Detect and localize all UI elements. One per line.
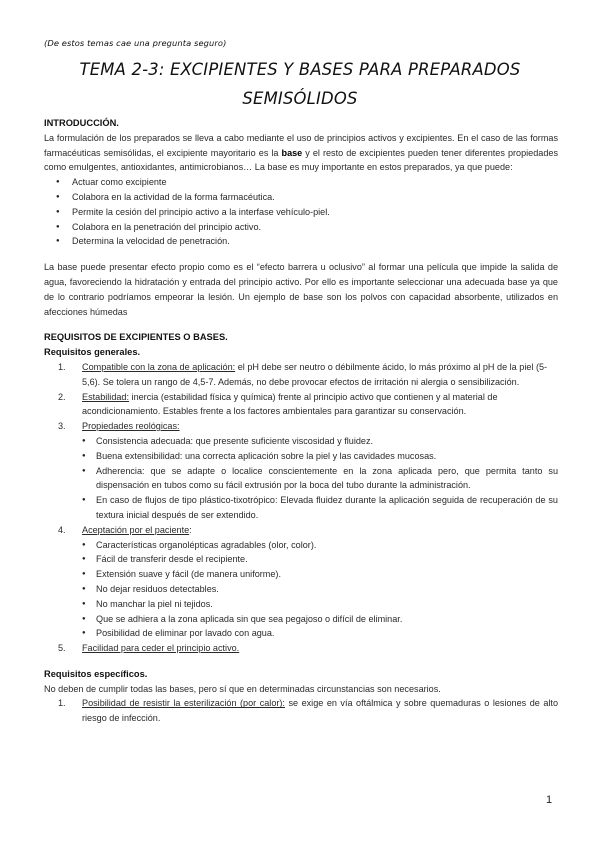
intro-bold-base: base <box>281 147 303 158</box>
page-number: 1 <box>546 794 553 806</box>
list-item: ● Posibilidad de eliminar por lavado con agua. <box>82 626 558 641</box>
intro-heading: INTRODUCCIÓN. <box>44 118 119 128</box>
intro-paragraph-2: La base puede presentar efecto propio como es el “efecto barrera u oclusivo” al formar una película que impide la salida de agua, favoreciendo la hidratación y entrada del principio activo. Por ello es importante seleccionar una adecuada base ya que de lo contrario podríamos empeorar la lesión. Un ejemplo de base son los polvos con capacidad absorbente, utilizados en afecciones húmedas <box>44 262 558 317</box>
handwritten-note: (De estos temas cae una pregunta seguro) <box>44 38 227 48</box>
list-item: ● Colabora en la actividad de la forma farmacéutica. <box>56 190 558 205</box>
list-item: ● No dejar residuos detectables. <box>82 582 558 597</box>
document-body <box>44 116 558 726</box>
requisitos-especificos-heading: Requisitos específicos. <box>44 668 148 679</box>
list-item: ● Determina la velocidad de penetración. <box>56 234 558 249</box>
list-item: 1. Compatible con la zona de aplicación: el pH debe ser neutro o débilmente ácido, lo más próximo al pH de la piel (5-5,6). Se tolera un rango de 4,5-7. Además, no debe provocar efectos de irritación ni alergia o sensibilización. <box>58 361 548 387</box>
list-item: 4. Aceptación por el paciente: ● Características organolépticas agradables (olor, color). ● Fácil de transferir desde el recipiente. ● Extensión suave y fácil (de manera uniforme). ● No dejar residuos detectables. ● No manchar la piel ni tejidos. ● Que se adhiera a la zona aplicada sin que sea pegajoso o difícil de eliminar. ● Posibilidad de eliminar por lavado con agua. <box>44 523 558 641</box>
intro-text-a: La formulación de los preparados se lleva a cabo mediante el uso de principios activos y excipientes. En el caso de las formas farmacéuticas semisólidas, el excipiente mayoritario es la <box>44 132 558 158</box>
page-title-line-1: TEMA 2-3: EXCIPIENTES Y BASES PARA PREPARADOS <box>79 60 521 79</box>
list-item: 2. Estabilidad: inercia (estabilidad física y química) frente al principio activo que contienen y al material de acondicionamiento. Estables frente a los factores ambientales para garantizar su conservación. <box>58 391 498 417</box>
list-item: ● Colabora en la penetración del principio activo. <box>56 220 558 235</box>
requisitos-generales-list <box>44 360 558 656</box>
especificos-intro: No deben de cumplir todas las bases, pero sí que en determinadas circunstancias son necesarios. <box>44 683 441 694</box>
requisitos-especificos-list <box>44 696 558 726</box>
reologicas-list <box>82 434 558 523</box>
list-item: ● Que se adhiera a la zona aplicada sin que sea pegajoso o difícil de eliminar. <box>82 612 558 627</box>
list-item: ● Adherencia: que se adapte o localice conscientemente en la zona aplicada pero, que permita tanto su dispensación en tubos como su fácil extrusión por la boca del tubo durante la administración. <box>82 464 558 494</box>
list-item: ● Fácil de transferir desde el recipiente. <box>82 552 558 567</box>
list-item: ● Actuar como excipiente <box>56 175 558 190</box>
list-item: ● Permite la cesión del principio activo a la interfase vehículo-piel. <box>56 205 558 220</box>
list-item: 3. Propiedades reológicas: ● Consistencia adecuada: que presente suficiente viscosidad y fluidez. ● Buena extensibilidad: una correcta aplicación sobre la piel y las cavidades mucosas. ● Adherencia: que se adapte o localice conscientemente en la zona aplicada pero, que permita tanto su dispensación en tubos como su fácil extrusión por la boca del tubo durante la administración. ● En caso de flujos de tipo plástico-tixotrópico: Elevada fluidez durante la aplicación seguida de recuperación de su textura inicial después de ser extendido. <box>44 419 558 523</box>
intro-bullet-list <box>44 175 558 249</box>
list-item: ● Características organolépticas agradables (olor, color). <box>82 538 558 553</box>
intro-paragraph <box>44 131 558 175</box>
intro-text-b: y el resto de excipientes pueden tener diferentes propiedades como emulgentes, antioxidantes, antimicrobianos… La base es muy importante en estos preparados, ya que puede: <box>44 147 558 173</box>
list-item: 1. Posibilidad de resistir la esterilización (por calor): se exige en vía oftálmica y sobre quemaduras o lesiones de alto riesgo de infección. <box>58 698 558 724</box>
list-item: ● Buena extensibilidad: una correcta aplicación sobre la piel y las cavidades mucosas. <box>82 449 558 464</box>
list-item: 5. Facilidad para ceder el principio activo. <box>58 643 240 654</box>
requisitos-generales-heading: Requisitos generales. <box>44 347 141 358</box>
list-item: ● Consistencia adecuada: que presente suficiente viscosidad y fluidez. <box>82 434 558 449</box>
requisitos-heading: REQUISITOS DE EXCIPIENTES O BASES. <box>44 332 228 343</box>
list-item: ● Extensión suave y fácil (de manera uniforme). <box>82 567 558 582</box>
page-title-line-2: SEMISÓLIDOS <box>242 89 358 108</box>
list-item: ● En caso de flujos de tipo plástico-tixotrópico: Elevada fluidez durante la aplicación seguida de recuperación de su textura inicial después de ser extendido. <box>82 493 558 523</box>
aceptacion-list <box>82 538 558 642</box>
list-item: ● No manchar la piel ni tejidos. <box>82 597 558 612</box>
